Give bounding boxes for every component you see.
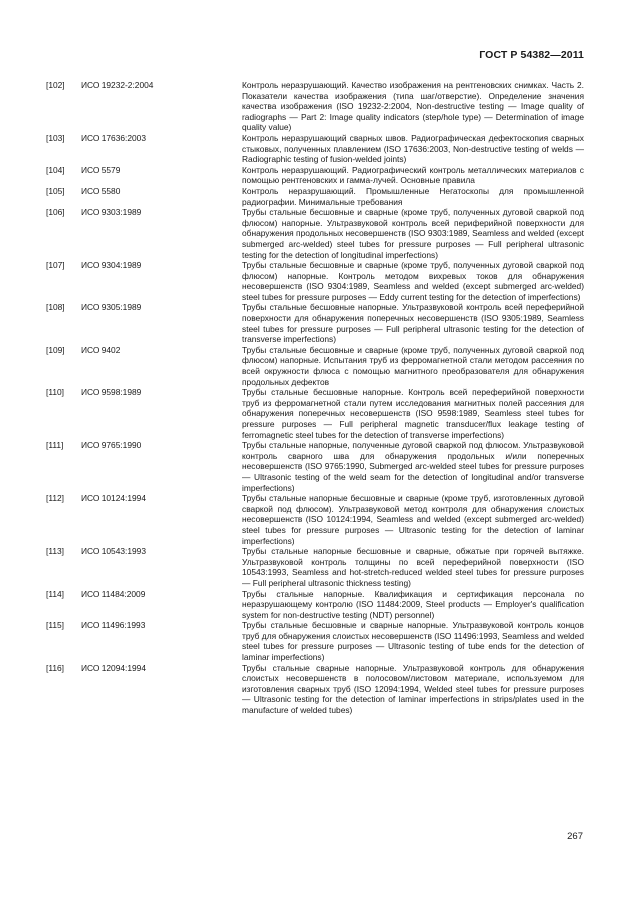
reference-number: [115] — [46, 620, 65, 631]
reference-number: [114] — [46, 588, 65, 599]
reference-entry — [46, 546, 584, 588]
standard-code: ИСО 5579 — [81, 164, 121, 175]
reference-description: Трубы стальные бесшовные и сварные (кроме труб, полученных дуговой сваркой под флюсом) напорные. Контроль методом вихревых токов для обнаружения несовершенств (ISO 9304:1989, Seamless and welded (except submerged arc-welded) steel tubes for pressure purposes — Eddy current testing for the detection of imperfections) — [242, 260, 584, 302]
reference-entry — [46, 260, 584, 302]
reference-number: [109] — [46, 344, 65, 355]
standard-code: ИСО 9303:1989 — [81, 207, 142, 218]
reference-entry — [46, 387, 584, 440]
reference-description: Трубы стальные бесшовные и сварные напорные. Ультразвуковой контроль концов труб для обнаружения слоистых несовершенств (ISO 11496:1993, Seamless and welded steel tubes for pressure purposes — Ultrasonic testing of tube ends for the detection of laminar imperfections) — [242, 620, 584, 663]
standard-code: ИСО 9402 — [81, 344, 121, 355]
reference-description: Контроль неразрушающий. Радиографический контроль металлических материалов с помощью рентгеновских и гамма-лучей. Основные правила — [242, 164, 584, 186]
reference-number: [107] — [46, 260, 65, 271]
standard-code: ИСО 9598:1989 — [81, 387, 142, 398]
reference-entry — [46, 186, 584, 207]
reference-number: [110] — [46, 387, 65, 398]
standard-code: ИСО 12094:1994 — [81, 662, 146, 673]
standard-code: ИСО 17636:2003 — [81, 132, 146, 143]
standard-code: ИСО 11496:1993 — [81, 620, 146, 631]
reference-description: Трубы стальные сварные напорные. Ультразвуковой контроль для обнаружения слоистых несовершенств в полосовом/листовом материале, используемом для изготовления сварных труб (ISO 12094:1994, Welded steel tubes for pressure purposes — Ultrasonic testing for the detection of laminar imperfections in strips/plates used in the manufacture of welded tubes) — [242, 662, 584, 716]
standard-code: ИСО 10124:1994 — [81, 493, 146, 504]
reference-description: Трубы стальные бесшовные и сварные (кроме труб, полученных дуговой сваркой под флюсом) напорные. Испытания труб из ферромагнетной стали методом рассеяния по всей окружности флюса с помощью магнитного преобразователя для обнаружения продольных дефектов — [242, 344, 584, 387]
reference-description: Контроль неразрушающий сварных швов. Радиографическая дефектоскопия сварных стыковых, полученных плавлением (ISO 17636:2003, Non-destructive testing of welds — Radiographic testing of fusion-welded joints) — [242, 132, 584, 165]
reference-number: [106] — [46, 207, 65, 218]
reference-entry — [46, 620, 584, 662]
reference-description: Контроль неразрушающий. Качество изображения на рентгеновских снимках. Часть 2. Показатели качества изображения (типа шаг/отверстие). Определение значения качества изображения (ISO 19232-2:2004, Non-destructive testing — Image quality of radiographs — Part 2: Image quality indicators (step/hole type) — Determination of image quality value) — [242, 80, 584, 133]
reference-entry — [46, 493, 584, 546]
standard-code: ИСО 19232-2:2004 — [81, 80, 154, 90]
page-number: 267 — [567, 831, 583, 842]
document-header: ГОСТ Р 54382—2011 — [479, 49, 584, 61]
standard-code: ИСО 5580 — [81, 185, 121, 196]
reference-description: Контроль неразрушающий. Промышленные Негатоскопы для промышленной радиографии. Минимальные требования — [242, 185, 584, 207]
reference-number: [104] — [46, 164, 65, 175]
reference-number: [112] — [46, 493, 65, 504]
reference-number: [105] — [46, 185, 65, 196]
reference-entry — [46, 345, 584, 387]
standard-code: ИСО 10543:1993 — [81, 546, 146, 557]
standard-code: ИСО 9305:1989 — [81, 302, 142, 313]
reference-number: [103] — [46, 132, 65, 143]
reference-entry — [46, 589, 584, 621]
standard-code: ИСО 11484:2009 — [81, 588, 146, 599]
reference-entry — [46, 207, 584, 260]
reference-entry — [46, 165, 584, 186]
reference-number: [116] — [46, 662, 65, 673]
reference-description: Трубы стальные бесшовные напорные. Контроль всей переферийной поверхности труб из ферромагнетной стали путем исследования магнитных полей рассеяния для обнаружения поперечных несовершенств (ISO 9598:1989, Seamless steel tubes for pressure purposes — Full peripheral magnetic transducer/flux leakage testing of ferromagnetic steel tubes for the detection of transverse imperfections) — [242, 387, 584, 440]
reference-description: Трубы стальные напорные. Квалификация и сертификация персонала по неразрушающему контролю (ISO 11484:2009, Steel products — Employer's qualification system for non-destructive testing (NDT) personnel) — [242, 588, 584, 620]
standard-code: ИСО 9765:1990 — [81, 440, 142, 451]
reference-entry — [46, 80, 584, 133]
reference-number: [113] — [46, 546, 65, 557]
reference-list — [46, 80, 584, 716]
reference-entry — [46, 302, 584, 344]
reference-description: Трубы стальные напорные бесшовные и сварные (кроме труб, изготовленных дуговой сваркой под флюсом). Ультразвуковой метод контроля для обнаружения слоистых несовершенств (ISO 10124:1994, Seamless and welded (except submerged arc-welded) steel tubes for pressure purposes — Ultrasonic testing for the detection of laminar imperfections) — [242, 493, 584, 546]
reference-description: Трубы стальные бесшовные и сварные (кроме труб, полученных дуговой сваркой под флюсом) напорные. Ультразвуковой контроль всей периферийной поверхности для обнаружения продольных несовершенств (ISO 9303:1989, Seamless and welded (except submerged arc-welded) steel tubes for pressure purposes — Full peripheral ultrasonic testing for the detection of longitudinal imperfections) — [242, 207, 584, 260]
standard-code: ИСО 9304:1989 — [81, 260, 142, 271]
reference-description: Трубы стальные напорные бесшовные и сварные, обжатые при горячей вытяжке. Ультразвуковой контроль толщины по всей переферийной поверхности (ISO 10543:1993, Seamless and hot-stretch-reduced welded steel tubes for pressure purposes — Full peripheral ultrasonic thickness testing) — [242, 546, 584, 588]
reference-description: Трубы стальные бесшовные напорные. Ультразвуковой контроль всей переферийной поверхности для обнаружения поперечных несовершенств (ISO 9305:1989, Seamless steel tubes for pressure purposes — Full peripheral ultrasonic testing for the detection of transverse imperfections) — [242, 302, 584, 345]
reference-number: [108] — [46, 302, 65, 313]
reference-entry — [46, 663, 584, 716]
reference-entry — [46, 440, 584, 493]
reference-number: [102] — [46, 80, 65, 90]
reference-description: Трубы стальные напорные, полученные дуговой сваркой под флюсом. Ультразвуковой контроль сварного шва для обнаружения продольных и/или поперечных несовершенств (ISO 9765:1990, Submerged arc-welded steel tubes for pressure purposes — Ultrasonic testing of the weld seam for the detection of longitudinal and/or transverse imperfections) — [242, 440, 584, 493]
reference-number: [111] — [46, 440, 64, 451]
reference-entry — [46, 133, 584, 165]
